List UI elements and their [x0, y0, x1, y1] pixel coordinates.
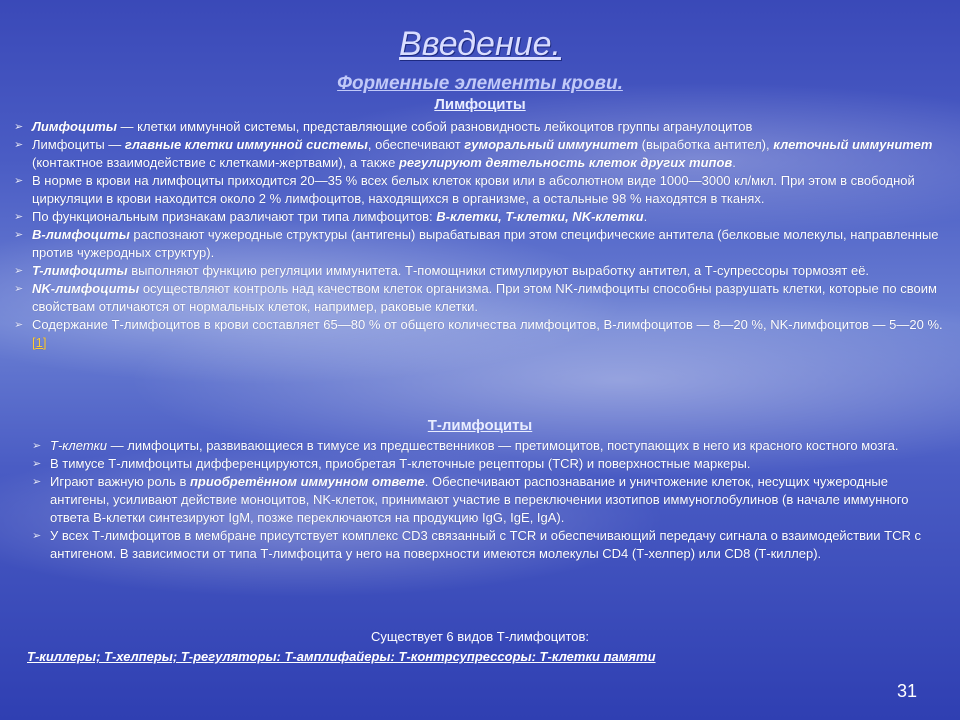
t-lymphocyte-types-intro: Существует 6 видов Т-лимфоцитов: — [370, 629, 590, 644]
arrow-bullet-icon: ➢ — [14, 283, 24, 295]
list-item: ➢ B-лимфоциты распознают чужеродные структуры (антигены) вырабатывая при этом специфические антитела (белковые молекулы, направленные против чужеродных структур). — [14, 227, 939, 260]
section-heading-t-lymphocytes: Т-лимфоциты — [427, 417, 533, 434]
list-item: ➢ В норме в крови на лимфоциты приходится 20—35 % всех белых клеток крови или в абсолютном виде 1000—3000 кл/мкл. При этом в свободной циркуляции в крови находится около 2 % лимфоцитов, находящихся в организме, а остальные 98 % находятся в тканях. — [14, 173, 915, 206]
arrow-bullet-icon: ➢ — [14, 211, 24, 223]
list-item: ➢ Играют важную роль в приобретённом иммунном ответе. Обеспечивают распознавание и уничтожение клеток, несущих чужеродные антигены, усиливают действие моноцитов, NK-клеток, принимают участие в переключении изотипов иммуноглобулинов (в начале иммунного ответа В-клетки синтезируют IgM, позже переключаются на продукцию IgG, IgE, IgA). — [32, 474, 909, 525]
t-lymphocyte-types-list: Т-киллеры; Т-хелперы; Т-регуляторы: Т-амплифайеры: Т-контрсупрессоры: Т-клетки памяти — [27, 649, 656, 664]
slide-subtitle: Форменные элементы крови. — [337, 73, 623, 94]
lymphocytes-bullet-list — [14, 118, 944, 352]
page-number: 31 — [896, 681, 917, 701]
reference-link[interactable]: [1] — [32, 335, 47, 350]
list-item: ➢ В тимусе Т-лимфоциты дифференцируются, приобретая Т-клеточные рецепторы (TCR) и поверхностные маркеры. — [32, 456, 751, 471]
arrow-bullet-icon: ➢ — [14, 229, 24, 241]
slide-title: Введение. — [399, 25, 561, 63]
list-item: ➢ Т-клетки — лимфоциты, развивающиеся в тимусе из предшественников — претимоцитов, поступающих в него из красного костного мозга. — [32, 438, 899, 453]
list-item: ➢ Лимфоциты — главные клетки иммунной системы, обеспечивают гуморальный иммунитет (выработка антител), клеточный иммунитет (контактное взаимодействие с клетками-жертвами), а также регулируют деятельность клеток других типов. — [14, 137, 933, 170]
arrow-bullet-icon: ➢ — [32, 458, 42, 470]
arrow-bullet-icon: ➢ — [32, 440, 42, 452]
list-item: ➢ NK-лимфоциты осуществляют контроль над качеством клеток организма. При этом NK-лимфоциты способны разрушать клетки, которые по своим свойствам отличаются от нормальных клеток, например, раковые клетки. — [14, 281, 937, 314]
arrow-bullet-icon: ➢ — [14, 121, 24, 133]
arrow-bullet-icon: ➢ — [32, 476, 42, 488]
arrow-bullet-icon: ➢ — [14, 175, 24, 187]
list-item: ➢ У всех Т-лимфоцитов в мембране присутствует комплекс CD3 связанный с TCR и обеспечивающий передачу сигнала о взаимодействии TCR с антигеном. В зависимости от типа Т-лимфоцита у него на поверхности имеются молекулы CD4 (Т-хелпер) или CD8 (Т-киллер). — [32, 528, 922, 561]
arrow-bullet-icon: ➢ — [14, 319, 24, 331]
arrow-bullet-icon: ➢ — [14, 139, 24, 151]
arrow-bullet-icon: ➢ — [32, 530, 42, 542]
list-item: ➢ Лимфоциты — клетки иммунной системы, представляющие собой разновидность лейкоцитов группы агранулоцитов — [14, 119, 753, 134]
list-item: ➢ По функциональным признакам различают три типа лимфоцитов: B-клетки, T-клетки, NK-клетки. — [14, 209, 648, 224]
arrow-bullet-icon: ➢ — [14, 265, 24, 277]
list-item: ➢ Содержание Т-лимфоцитов в крови составляет 65—80 % от общего количества лимфоцитов, В-лимфоцитов — 8—20 %, NK-лимфоцитов — 5—20 %.[1] — [14, 317, 943, 350]
section-heading-lymphocytes: Лимфоциты — [434, 96, 526, 113]
t-lymphocytes-bullet-list — [32, 437, 944, 563]
list-item: ➢ T-лимфоциты выполняют функцию регуляции иммунитета. Т-помощники стимулируют выработку антител, а Т-супрессоры тормозят её. — [14, 263, 870, 278]
